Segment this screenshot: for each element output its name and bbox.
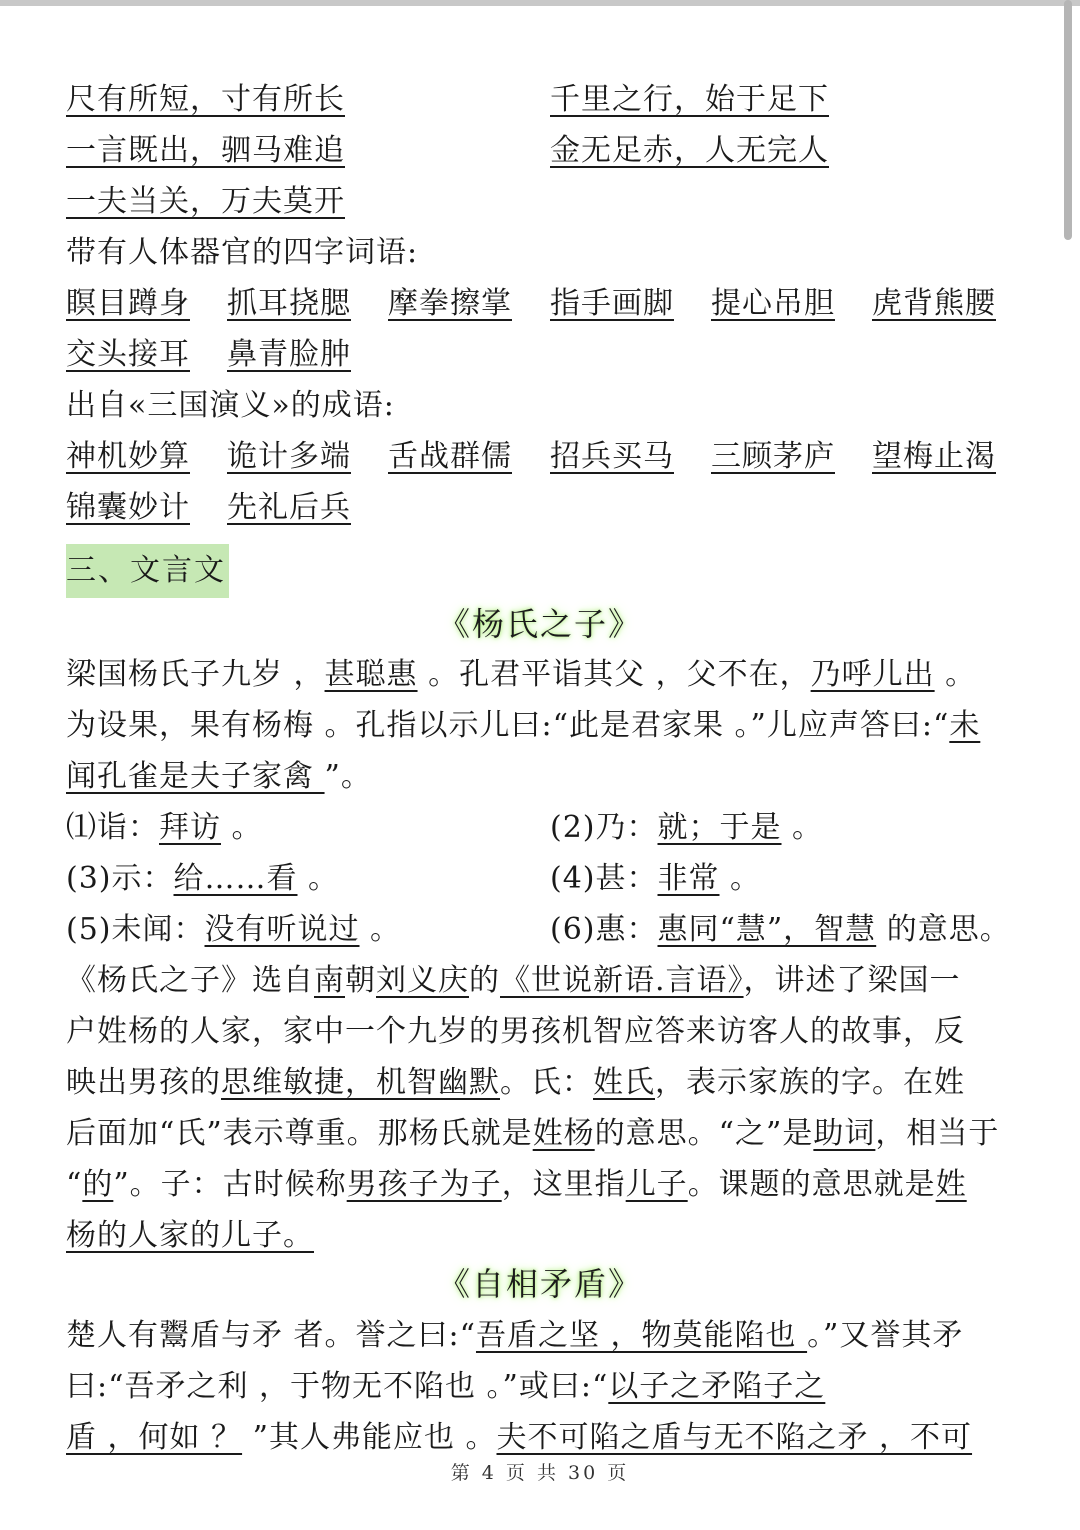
text1-paragraph-line: 梁国杨氏子九岁 ，甚聪惠 。孔君平诣其父 ，父不在，乃呼儿出 。 (66, 657, 977, 692)
section-heading: 三、文言文 (66, 544, 229, 598)
proverb-4: 金无足赤，人无完人 (550, 133, 829, 168)
note-item: (4)甚：非常 。 (550, 861, 762, 896)
text1-desc-line: 映出男孩的思维敏捷，机智幽默。氏：姓氏，表示家族的字。在姓 (66, 1065, 965, 1100)
text1-paragraph-line: 为设果，果有杨梅 。孔指以示儿曰:“此是君家果 。”儿应声答曰:“未 (66, 708, 981, 743)
text1-desc-line: 《杨氏之子》选自南朝刘义庆的《世说新语.言语》，讲述了梁国一 (66, 963, 961, 998)
underlined-phrase: 闻孔雀是夫子家禽 (66, 759, 325, 794)
text1-desc-line: “的”。子：古时候称男孩子为子，这里指儿子。课题的意思就是姓 (66, 1167, 967, 1202)
proverb-5: 一夫当关，万夫莫开 (66, 184, 345, 219)
note-item: ⑴诣：拜访 。 (66, 810, 263, 845)
idiom-item: 交头接耳 (66, 337, 190, 372)
proverb-1: 尺有所短，寸有所长 (66, 82, 345, 117)
idiom-item: 指手画脚 (550, 286, 674, 321)
idiom-item: 摩拳擦掌 (388, 286, 512, 321)
idiom-item: 招兵买马 (550, 439, 674, 474)
top-edge-bar (0, 0, 1080, 6)
idiom-item: 舌战群儒 (388, 439, 512, 474)
sanguo-heading: 出自«三国演义»的成语: (66, 388, 395, 423)
proverb-2: 千里之行，始于足下 (550, 82, 829, 117)
text2-paragraph-line: 楚人有鬻盾与矛 者。誉之曰:“吾盾之坚 ，物莫能陷也 。”又誉其矛 (66, 1318, 964, 1353)
underlined-phrase: 甚聪惠 (324, 657, 418, 692)
scrollbar-thumb[interactable] (1064, 0, 1072, 240)
idiom-item: 瞑目蹲身 (66, 286, 190, 321)
note-item: (3)示：给……看 。 (66, 861, 340, 896)
underlined-phrase: 未 (949, 708, 981, 743)
body-idioms-heading: 带有人体器官的四字词语: (66, 235, 419, 270)
note-item: (2)乃：就；于是 。 (550, 810, 824, 845)
idiom-item: 三顾茅庐 (711, 439, 835, 474)
idiom-item: 鼻青脸肿 (227, 337, 351, 372)
text2-title: 《自相矛盾》 (437, 1265, 642, 1303)
idiom-item: 神机妙算 (66, 439, 190, 474)
idiom-item: 诡计多端 (227, 439, 351, 474)
text1-desc-line: 后面加“氏”表示尊重。那杨氏就是姓杨的意思。“之”是助词，相当于 (66, 1116, 1000, 1151)
idiom-item: 虎背熊腰 (872, 286, 996, 321)
note-item: (5)未闻：没有听说过 。 (66, 912, 402, 947)
idiom-item: 抓耳挠腮 (227, 286, 351, 321)
idiom-item: 望梅止渴 (872, 439, 996, 474)
page-number: 第 4 页 共 30 页 (450, 1462, 630, 1484)
text1-paragraph-line: 闻孔雀是夫子家禽 ”。 (66, 759, 372, 794)
underlined-phrase: 乃呼儿出 (810, 657, 935, 692)
idiom-item: 锦囊妙计 (66, 490, 190, 525)
idiom-item: 提心吊胆 (711, 286, 835, 321)
idiom-item: 先礼后兵 (227, 490, 351, 525)
text2-paragraph-line: 曰:“吾矛之利 ，于物无不陷也 。”或曰:“以子之矛陷子之 (66, 1369, 826, 1404)
text1-title: 《杨氏之子》 (437, 605, 642, 643)
note-item: (6)惠：惠同“慧”，智慧 的意思。 (550, 912, 1011, 947)
text2-paragraph-line: 盾 ，何如 ？ ”其人弗能应也 。夫不可陷之盾与无不陷之矛 ，不可 (66, 1420, 973, 1455)
text1-desc-line: 户姓杨的人家，家中一个九岁的男孩机智应答来访客人的故事，反 (66, 1014, 965, 1049)
proverb-3: 一言既出，驷马难追 (66, 133, 345, 168)
text1-desc-line: 杨的人家的儿子。 (66, 1218, 314, 1253)
